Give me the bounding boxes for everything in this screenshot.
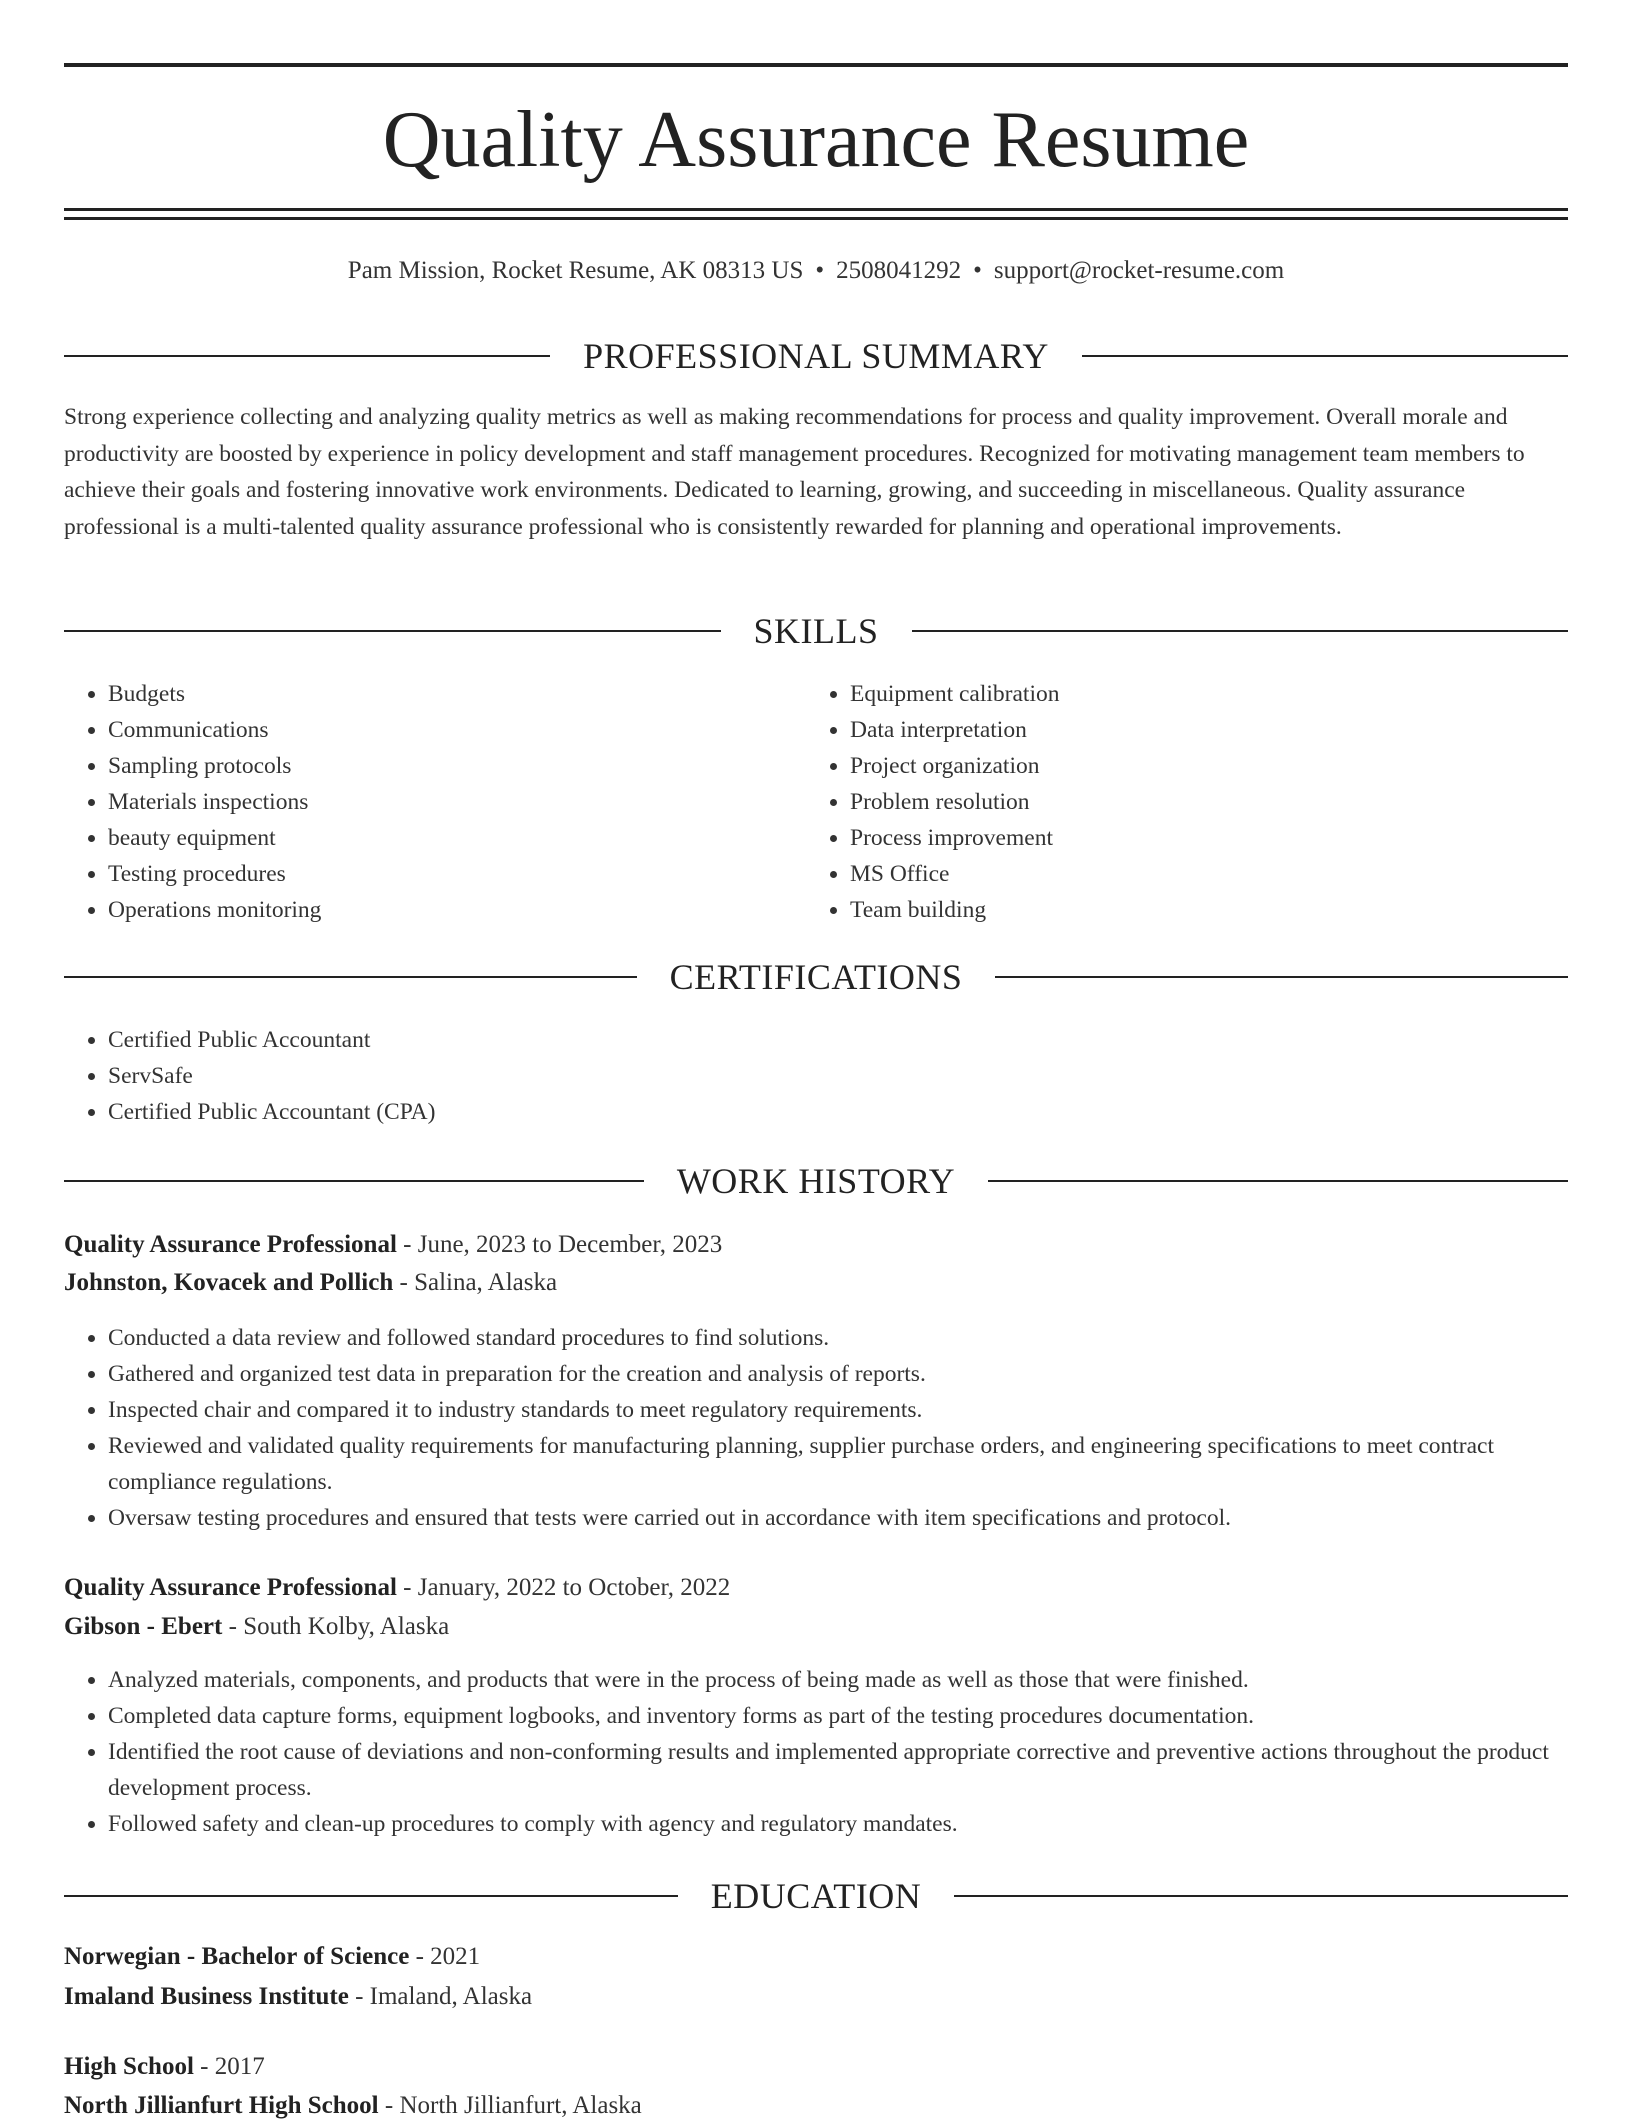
education-school-line: North Jillianfurt High School - North Jillianfurt, Alaska [64,2092,642,2119]
job-bullet: • Followed safety and clean-up procedures to comply with agency and regulatory mandates. [108,1806,1612,1842]
skill-item: • Equipment calibration [850,676,1550,712]
job-bullet: • Analyzed materials, components, and products that were in the process of being made as well as those that were finished. [108,1662,1612,1698]
skills-list-right [806,676,1550,928]
education-degree-line: High School - 2017 [64,2053,265,2080]
contact-separator: • [973,257,982,284]
education-degree: High School [64,2053,194,2080]
education-year: 2017 [214,2053,265,2080]
skill-item: • Problem resolution [850,784,1550,820]
education-location: North Jillianfurt, Alaska [399,2092,642,2119]
job-company: Johnston, Kovacek and Pollich [64,1269,394,1296]
education-school: Imaland Business Institute [64,1983,349,2010]
education-school: North Jillianfurt High School [64,2092,379,2119]
job-title: Quality Assurance Professional [64,1231,397,1258]
heading-rule [912,630,1569,632]
heading-rule [954,1895,1568,1897]
education-year: 2021 [430,1943,481,1970]
skills-heading-label: SKILLS [753,611,879,651]
contact-address: Pam Mission, Rocket Resume, AK 08313 US [347,257,804,284]
title-double-rule [64,208,1568,220]
certification-item: • Certified Public Accountant (CPA) [108,1094,1548,1130]
work-heading-label: WORK HISTORY [676,1161,956,1201]
job-title-line: Quality Assurance Professional - June, 2023 to December, 2023 [64,1231,723,1258]
job-bullets [64,1662,1612,1842]
skill-item: • Budgets [108,676,808,712]
summary-section-heading [64,334,1568,378]
job-location: South Kolby, Alaska [243,1613,450,1640]
education-degree: Norwegian - Bachelor of Science [64,1943,410,1970]
job-bullet: • Identified the root cause of deviations and non-conforming results and implemented appropriate corrective and preventive actions throughout the product development process. [108,1734,1612,1806]
education-school-line: Imaland Business Institute - Imaland, Alaska [64,1983,533,2010]
job-dates: January, 2022 to October, 2022 [417,1574,731,1601]
resume-title: Quality Assurance Resume [382,96,1250,184]
certifications-heading-label: CERTIFICATIONS [669,957,963,997]
education-degree-line: Norwegian - Bachelor of Science - 2021 [64,1943,481,1970]
skill-item: • Team building [850,892,1550,928]
job-company: Gibson - Ebert [64,1613,223,1640]
job-bullet: • Inspected chair and compared it to industry standards to meet regulatory requirements. [108,1392,1608,1428]
certification-item: • Certified Public Accountant [108,1022,1548,1058]
skill-item: • Project organization [850,748,1550,784]
education-heading-label: EDUCATION [710,1876,922,1916]
job-bullet: • Conducted a data review and followed standard procedures to find solutions. [108,1320,1608,1356]
job-title-line: Quality Assurance Professional - January, 2022 to October, 2022 [64,1574,731,1601]
contact-line [64,254,1568,288]
job-bullet: • Completed data capture forms, equipment logbooks, and inventory forms as part of the testing procedures documentation. [108,1698,1612,1734]
certification-item: • ServSafe [108,1058,1548,1094]
skill-item: • Testing procedures [108,856,808,892]
skill-item: • Process improvement [850,820,1550,856]
job-company-line: Gibson - Ebert - South Kolby, Alaska [64,1613,450,1640]
top-rule [64,63,1568,67]
heading-rule [64,1895,678,1897]
skill-item: • MS Office [850,856,1550,892]
skills-section-heading [64,609,1568,653]
heading-rule [64,976,637,978]
contact-phone: 2508041292 [836,257,962,284]
heading-rule [988,1180,1568,1182]
job-bullets [64,1320,1608,1536]
education-location: Imaland, Alaska [369,1983,533,2010]
certifications-section-heading [64,955,1568,999]
job-bullet: • Gathered and organized test data in preparation for the creation and analysis of reports. [108,1356,1608,1392]
heading-rule [995,976,1568,978]
skill-item: • Sampling protocols [108,748,808,784]
contact-separator: • [815,257,825,284]
heading-rule [64,355,550,357]
job-dates: June, 2023 to December, 2023 [417,1231,723,1258]
skill-item: • Materials inspections [108,784,808,820]
skills-list-left [64,676,808,928]
skill-item: • beauty equipment [108,820,808,856]
job-company-line: Johnston, Kovacek and Pollich - Salina, Alaska [64,1269,558,1296]
heading-rule [64,630,721,632]
job-location: Salina, Alaska [414,1269,558,1296]
skill-item: • Operations monitoring [108,892,808,928]
skill-item: • Data interpretation [850,712,1550,748]
contact-email: support@rocket-resume.com [993,257,1285,284]
work-section-heading [64,1159,1568,1203]
summary-text: Strong experience collecting and analyzing quality metrics as well as making recommendations for process and quality improvement. Overall morale and productivity are boosted by experience in policy development and staff management procedures. Recognized for motivating management team members to achieve their goals and fostering innovative work environments. Dedicated to learning, growing, and succeeding in miscellaneous. Quality assurance professional is a multi-talented quality assurance professional who is consistently rewarded for planning and operational improvements. [64,404,1525,540]
heading-rule [64,1180,644,1182]
education-section-heading [64,1874,1568,1918]
heading-rule [1082,355,1568,357]
certifications-list [64,1022,1548,1130]
summary-heading-label: PROFESSIONAL SUMMARY [583,336,1049,376]
skill-item: • Communications [108,712,808,748]
job-bullet: • Oversaw testing procedures and ensured that tests were carried out in accordance with item specifications and protocol. [108,1500,1608,1536]
job-bullet: • Reviewed and validated quality requirements for manufacturing planning, supplier purchase orders, and engineering specifications to meet contract compliance regulations. [108,1428,1608,1500]
job-title: Quality Assurance Professional [64,1574,397,1601]
